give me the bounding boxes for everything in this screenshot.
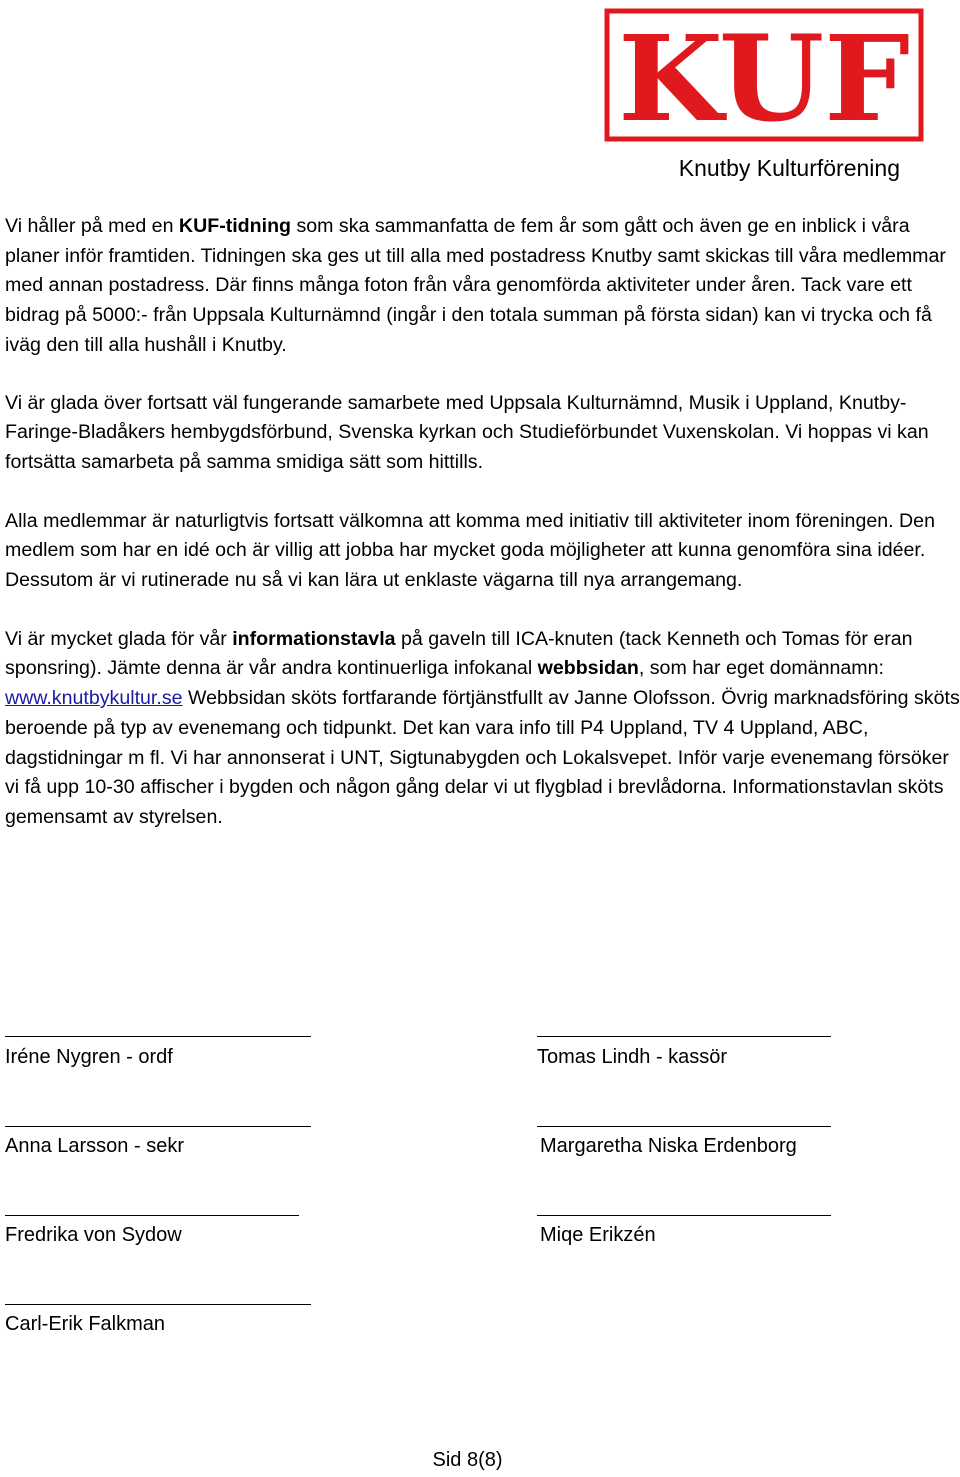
signature-line — [537, 1215, 831, 1216]
paragraph-text: Vi håller på med en — [5, 215, 179, 237]
webbsidan-emphasis: webbsidan — [537, 657, 639, 680]
paragraph-text: som ska sammanfatta de fem år som gått och även ge en inblick i våra planer inför framtiden. Tidningen ska ges ut till alla med postadress Knutby samt skickas till våra medlemmar med annan postadress. Där finns många foton från våra genomförda aktiviteter under åren. Tack vare ett bidrag på 5000:- från Uppsala Kulturnämnd (ingår i den totala summan på första sidan) kan vi trycka och få iväg den till alla hushåll i Knutby. — [5, 215, 946, 356]
paragraph-collaboration: Vi är glada över fortsatt väl fungerande samarbete med Uppsala Kulturnämnd, Musik i Uppland, Knutby-Faringe-Bladåkers hembygdsförbund, Svenska kyrkan och Studieförbundet Vuxenskolan. Vi hoppas vi kan fortsätta samarbeta på samma smidiga sätt som hittills. — [5, 391, 929, 473]
paragraph-text: Vi är mycket glada för vår — [5, 627, 233, 650]
body-text — [5, 212, 960, 862]
signature-name: Tomas Lindh - kassör — [537, 1046, 728, 1068]
paragraph-kuf-tidning — [5, 212, 960, 361]
signature-line — [5, 1304, 311, 1305]
signature-name: Miqe Erikzén — [540, 1224, 656, 1246]
paragraph-information — [5, 625, 960, 833]
signature-name: Anna Larsson - sekr — [5, 1135, 184, 1157]
organization-name: Knutby Kulturförening — [678, 155, 900, 181]
paragraph-text: på gaveln till ICA-knuten (tack Kenneth och Tomas för eran sponsring). Jämte denna är vår andra kontinuerliga infokanal — [5, 627, 913, 680]
informationstavla-emphasis: informationstavla — [232, 627, 396, 650]
kuf-logo-graphic — [604, 8, 924, 142]
signature-line — [5, 1215, 299, 1216]
paragraph-text: Webbsidan sköts fortfarande förtjänstfullt av Janne Olofsson. Övrig marknadsföring sköts beroende på typ av evenemang och tidpunkt. Det kan vara info till P4 Uppland, TV 4 Uppland, ABC, dagstidningar m fl. Vi har annonserat i UNT, Sigtunabygden och Lokalsvepet. Inför varje evenemang försöker vi få upp 10-30 affischer i bygden och någon gång delar vi ut flygblad i brevlådorna. Informationstavlan sköts gemensamt av styrelsen. — [5, 687, 960, 828]
signature-name: Margaretha Niska Erdenborg — [540, 1135, 797, 1157]
kuf-logo — [604, 8, 924, 142]
signature-line — [5, 1036, 311, 1037]
signature-line — [537, 1036, 831, 1037]
signature-name: Fredrika von Sydow — [5, 1224, 182, 1246]
signature-name: Iréne Nygren - ordf — [5, 1046, 173, 1068]
paragraph-members: Alla medlemmar är naturligtvis fortsatt välkomna att komma med initiativ till aktiviteter inom föreningen. Den medlem som har en idé och är villig att jobba har mycket goda möjligheter att kunna genomföra sina idéer. Dessutom är vi rutinerade nu så vi kan lära ut enklaste vägarna till nya arrangemang. — [5, 509, 935, 592]
website-link[interactable]: www.knutbykultur.se — [5, 687, 183, 710]
page-number: Sid 8(8) — [432, 1449, 503, 1471]
paragraph-text: , som har eget domännamn: — [638, 657, 884, 680]
signature-name: Carl-Erik Falkman — [5, 1313, 166, 1335]
signature-line — [537, 1126, 831, 1127]
kuf-tidning-emphasis: KUF-tidning — [178, 215, 292, 237]
logo-lettering: KUF — [618, 9, 910, 142]
signature-line — [5, 1126, 311, 1127]
